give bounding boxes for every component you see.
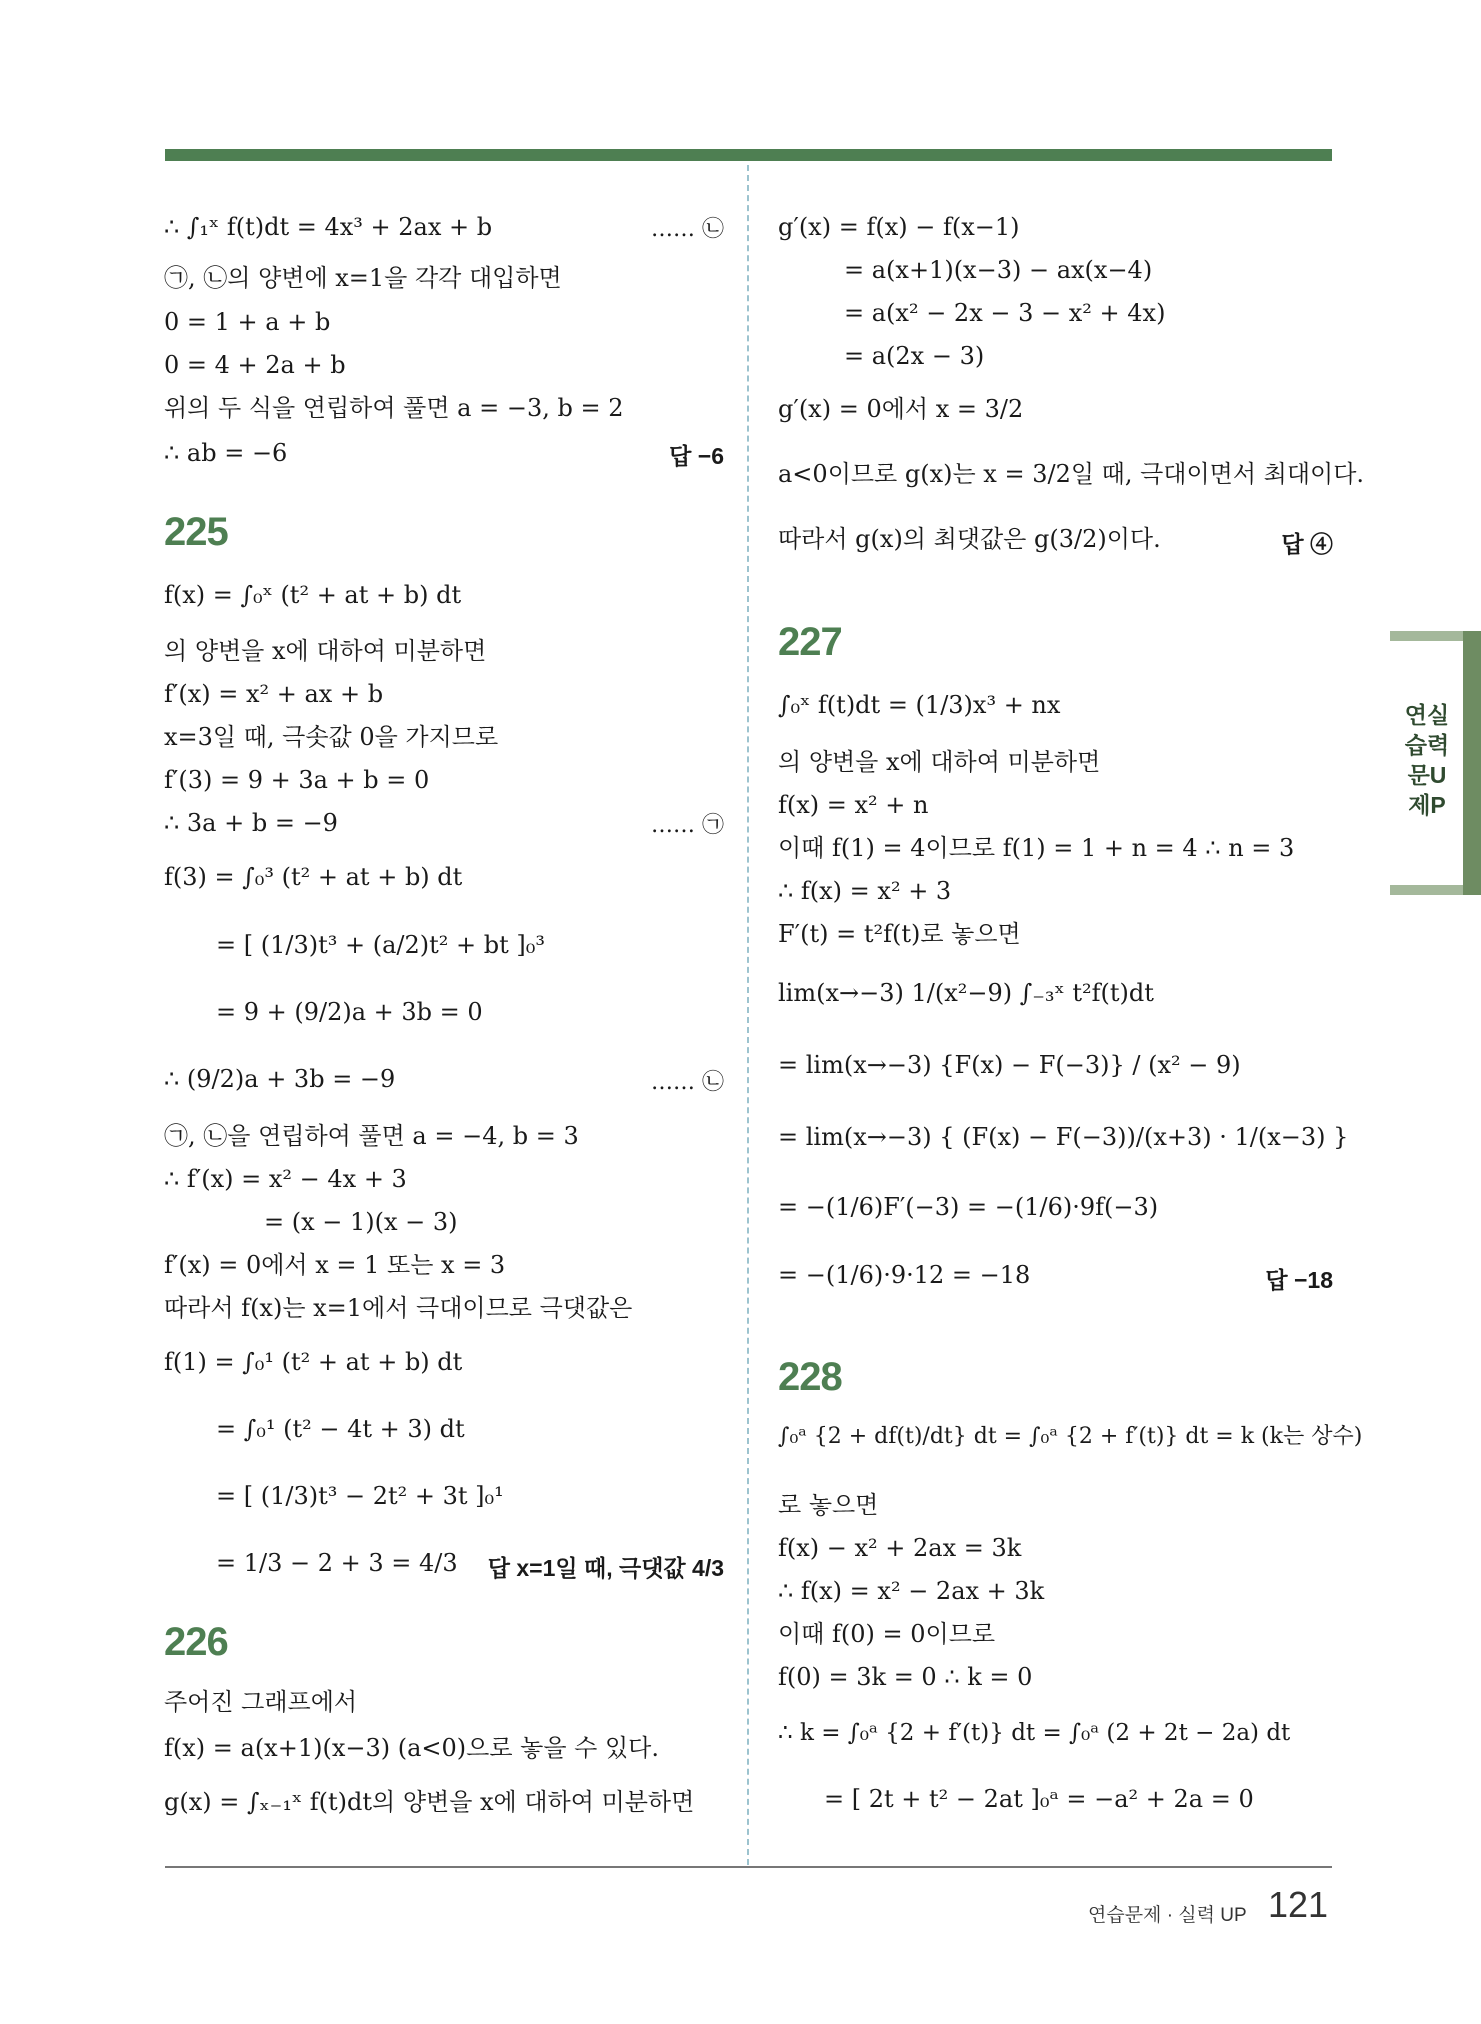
answer-label: 답 −18 (1265, 1267, 1333, 1293)
math-line: ∴ f(x) = x² + 3 (778, 877, 952, 905)
math-line: f(0) = 3k = 0 ∴ k = 0 (778, 1663, 1033, 1691)
problem-number-226: 226 (164, 1620, 228, 1664)
math-line: lim(x→−3) 1/(x²−9) ∫₋₃ˣ t²f(t)dt (778, 979, 1154, 1007)
problem-number-227: 227 (778, 620, 842, 664)
math-line: 0 = 1 + a + b (164, 308, 331, 336)
math-line: g(x) = ∫ₓ₋₁ˣ f(t)dt의 양변을 x에 대하여 미분하면 (164, 1788, 695, 1816)
math-line: ∴ ∫₁ˣ f(t)dt = 4x³ + 2ax + b (164, 213, 493, 241)
answer-label: 답 −6 (669, 443, 724, 469)
text-line: f(x) = a(x+1)(x−3) (a<0)으로 놓을 수 있다. (164, 1734, 659, 1762)
equation-mark: …… ㉠ (651, 813, 724, 838)
text-line: ㉠, ㉡을 연립하여 풀면 a = −4, b = 3 (164, 1122, 579, 1150)
math-line: = a(2x − 3) (844, 342, 985, 370)
text-line: 위의 두 식을 연립하여 풀면 a = −3, b = 2 (164, 394, 624, 422)
column-divider (747, 165, 749, 1865)
page-number: 121 (1268, 1884, 1329, 1925)
text-line: ㉠, ㉡의 양변에 x=1을 각각 대입하면 (164, 264, 562, 292)
footer-section-title: 연습문제 · 실력 UP (1088, 1905, 1247, 1926)
math-line: = [ (1/3)t³ + (a/2)t² + bt ]₀³ (216, 931, 545, 959)
math-line: = ∫₀¹ (t² − 4t + 3) dt (216, 1415, 465, 1443)
math-line: = a(x+1)(x−3) − ax(x−4) (844, 256, 1153, 284)
math-line: = lim(x→−3) { (F(x) − F(−3))/(x+3) · 1/(x−3) } (778, 1123, 1349, 1151)
math-line: g′(x) = f(x) − f(x−1) (778, 213, 1020, 241)
math-line: f(1) = ∫₀¹ (t² + at + b) dt (164, 1348, 463, 1376)
math-line: = a(x² − 2x − 3 − x² + 4x) (844, 299, 1166, 327)
side-tab-label: 연실 습력 문U 제P (1404, 702, 1450, 818)
math-line: g′(x) = 0에서 x = 3/2 (778, 395, 1024, 423)
problem-number-228: 228 (778, 1355, 842, 1399)
math-line: f′(3) = 9 + 3a + b = 0 (164, 766, 430, 794)
math-line: f(x) = ∫₀ˣ (t² + at + b) dt (164, 581, 462, 609)
math-line: = [ 2t + t² − 2at ]₀ᵃ = −a² + 2a = 0 (824, 1785, 1254, 1813)
text-line: 이때 f(0) = 0이므로 (778, 1620, 996, 1648)
text-line: a<0이므로 g(x)는 x = 3/2일 때, 극대이면서 최대이다. (778, 460, 1365, 488)
answer-label: 답 ④ (1281, 531, 1333, 557)
math-line: = −(1/6)·9·12 = −18 (778, 1261, 1031, 1289)
math-line: f′(x) = x² + ax + b (164, 680, 384, 708)
math-line: = 9 + (9/2)a + 3b = 0 (216, 998, 483, 1026)
answer-label: 답 x=1일 때, 극댓값 4/3 (487, 1555, 724, 1581)
equation-mark: …… ㉡ (651, 1070, 724, 1095)
text-line: 의 양변을 x에 대하여 미분하면 (778, 748, 1101, 776)
math-line: f(x) = x² + n (778, 791, 929, 819)
text-line: F′(t) = t²f(t)로 놓으면 (778, 920, 1021, 948)
math-line: ∴ f′(x) = x² − 4x + 3 (164, 1165, 407, 1193)
math-line: ∴ 3a + b = −9 (164, 809, 338, 837)
math-line: ∴ f(x) = x² − 2ax + 3k (778, 1577, 1045, 1605)
text-line: 따라서 f(x)는 x=1에서 극대이므로 극댓값은 (164, 1294, 633, 1322)
math-line: = lim(x→−3) {F(x) − F(−3)} / (x² − 9) (778, 1051, 1241, 1079)
math-line: = [ (1/3)t³ − 2t² + 3t ]₀¹ (216, 1482, 504, 1510)
math-line: ∴ k = ∫₀ᵃ {2 + f′(t)} dt = ∫₀ᵃ (2 + 2t − 2a) dt (778, 1720, 1291, 1746)
math-line: ∫₀ᵃ {2 + df(t)/dt} dt = ∫₀ᵃ {2 + f′(t)} dt = k (k는 상수) (778, 1424, 1363, 1449)
equation-mark: …… ㉡ (651, 217, 724, 242)
text-line: 의 양변을 x에 대하여 미분하면 (164, 637, 487, 665)
text-line: 로 놓으면 (778, 1491, 879, 1519)
math-line: ∴ ab = −6 (164, 439, 288, 467)
problem-number-225: 225 (164, 510, 228, 554)
math-line: = (x − 1)(x − 3) (264, 1208, 458, 1236)
footer-rule (165, 1866, 1332, 1868)
math-line: ∫₀ˣ f(t)dt = (1/3)x³ + nx (778, 691, 1061, 719)
header-rule (165, 149, 1332, 161)
math-line: = 1/3 − 2 + 3 = 4/3 (216, 1549, 458, 1577)
math-line: = −(1/6)F′(−3) = −(1/6)·9f(−3) (778, 1193, 1159, 1221)
math-line: f′(x) = 0에서 x = 1 또는 x = 3 (164, 1251, 506, 1279)
side-tab-edge (1463, 631, 1481, 895)
text-line: 주어진 그래프에서 (164, 1688, 358, 1716)
math-line: f(x) − x² + 2ax = 3k (778, 1534, 1022, 1562)
text-line: 따라서 g(x)의 최댓값은 g(3/2)이다. (778, 525, 1161, 553)
math-line: ∴ (9/2)a + 3b = −9 (164, 1065, 396, 1093)
math-line: f(3) = ∫₀³ (t² + at + b) dt (164, 863, 463, 891)
math-line: 0 = 4 + 2a + b (164, 351, 346, 379)
text-line: x=3일 때, 극솟값 0을 가지므로 (164, 723, 499, 751)
math-line: 이때 f(1) = 4이므로 f(1) = 1 + n = 4 ∴ n = 3 (778, 834, 1295, 862)
